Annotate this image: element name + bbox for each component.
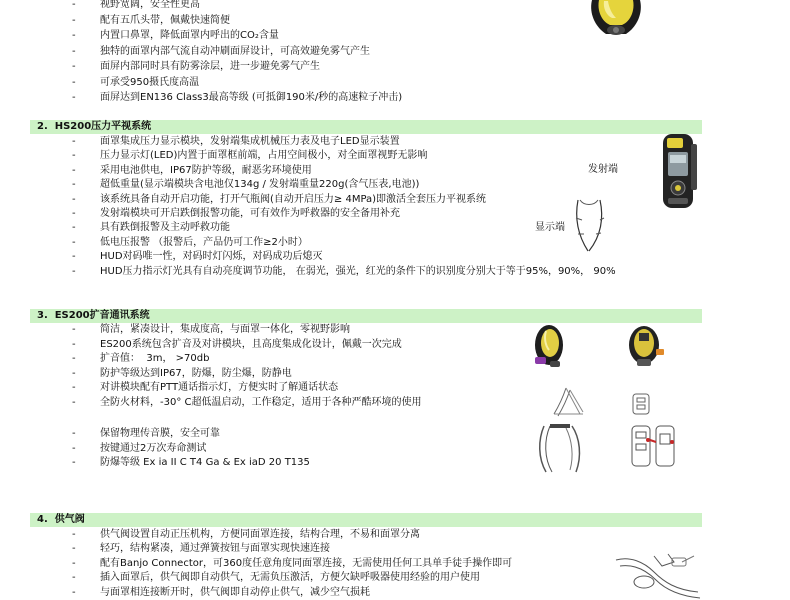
- section-header-hs200: [30, 120, 702, 134]
- hs200-feature-text: - 压力显示灯(LED)内置于面罩框前端，占用空间极小，对全面罩视野无影响: [100, 150, 428, 162]
- mask-feature-item: [72, 90, 712, 106]
- es200-feature-text: - 保留物理传音膜，安全可靠: [100, 428, 220, 439]
- es200-feature-item: [72, 427, 712, 442]
- es200-feature-text: - ES200系统包含扩音及对讲模块，且高度集成化设计，佩戴一次完成: [100, 338, 402, 350]
- es200-mask-image-right: [624, 323, 666, 369]
- es200-feature-item: [72, 367, 712, 382]
- hs200-feature-item: [72, 250, 712, 264]
- hs200-feature-item: [72, 265, 712, 279]
- hs200-feature-text: - 低电压报警 （报警后，产品仍可工作≥2小时）: [100, 236, 308, 248]
- es200-feature-text: - 全防火材料，-30° C超低温启动，工作稳定，适用于各种严酷环境的使用: [100, 396, 422, 408]
- hs200-feature-item: [72, 221, 712, 235]
- hs200-feature-text: - 面罩集成压力显示模块，发射端集成机械压力表及电子LED显示装置: [100, 136, 400, 147]
- es200-feature-text: - 简洁，紧凑设计，集成度高，与面罩一体化，零视野影响: [100, 324, 350, 335]
- es200-feature-text: - 对讲模块配有PTT通话指示灯，方便实时了解通话状态: [100, 382, 339, 394]
- valve-feature-item: [72, 528, 712, 542]
- mask-feature-text: - 面屏内部同时具有防雾涂层，进一步避免雾气产生: [100, 61, 320, 72]
- es200-feature-text: - 防爆等级 Ex ia II C T4 Ga & Ex iaD 20 T135: [100, 457, 310, 469]
- hs200-feature-item: [72, 193, 712, 207]
- hs200-feature-item: [72, 236, 712, 250]
- es200-feature-list-continued: [72, 427, 712, 471]
- hs200-feature-list: [72, 135, 712, 279]
- display-label: 显示端: [535, 222, 565, 233]
- mask-feature-text: - 内置口鼻罩，降低面罩内呼出的CO₂含量: [100, 30, 279, 41]
- mask-feature-text: - 独特的面罩内部气流自动冲刷面屏设计，可高效避免雾气产生: [100, 45, 370, 57]
- hs200-feature-text: - 发射端模块可开启跌倒报警功能，可有效作为呼救器的安全备用补充: [100, 207, 400, 219]
- es200-feature-text: - 扩音值： 3m， >70db: [100, 353, 210, 365]
- hs200-feature-text: - 超低重量(显示端模块含电池仅134g / 发射端重量220g(含气压表,电池)): [100, 179, 420, 191]
- hs200-feature-item: [72, 207, 712, 221]
- hs200-feature-item: [72, 178, 712, 192]
- es200-feature-item: [72, 352, 712, 367]
- hs200-feature-text: - HUD压力指示灯光具有自动亮度调节功能， 在弱光，强光，红光的条件下的识别度分别大于等于95%，90%， 90%: [100, 265, 616, 277]
- valve-feature-text: - 供气阀设置自动正压机构，方便同面罩连接，结构合理，不易和面罩分离: [100, 529, 420, 540]
- section-title: 2. HS200压力平视系统: [37, 121, 152, 132]
- section-title: 3. ES200扩音通讯系统: [37, 310, 150, 321]
- section-title: 4. 供气阀: [37, 514, 85, 525]
- mask-feature-text: - 视野宽阔，安全性更高: [100, 0, 200, 10]
- es200-feature-text: - 按键通过2万次寿命测试: [100, 442, 207, 454]
- es200-module-sketch-image: [630, 392, 654, 416]
- hs200-feature-item: [72, 135, 712, 149]
- display-unit-image: [570, 196, 608, 256]
- mask-feature-text: - 面屏达到EN136 Class3最高等级 (可抵御190米/秒的高速粒子冲击): [100, 92, 403, 103]
- section-header-es200: [30, 309, 702, 323]
- es200-side-sketch-image: [550, 386, 586, 418]
- mask-feature-item: [72, 44, 712, 60]
- es200-feature-item: [72, 381, 712, 396]
- es200-button-sketch-image: [626, 422, 680, 472]
- valve-feature-text: - 插入面罩后，供气阀即自动供气，无需负压激活，方便欠缺呼吸器使用经验的用户使用: [100, 572, 480, 584]
- hs200-feature-item: [72, 149, 712, 163]
- mask-feature-item: [72, 59, 712, 75]
- es200-feature-text: - 防护等级达到IP67，防爆，防尘爆，防静电: [100, 367, 292, 379]
- hs200-feature-text: - 该系统具备自动开启功能，打开气瓶阀(自动开启压力≥ 4MPa)即激活全套压力平视系统: [100, 193, 487, 205]
- transmitter-device-image: [654, 132, 704, 212]
- transmitter-label: 发射端: [588, 164, 618, 175]
- es200-mask-image-left: [532, 323, 566, 371]
- hs200-feature-text: - 采用电池供电，IP67防护等级，耐恶劣环境使用: [100, 164, 312, 176]
- mask-feature-item: [72, 75, 712, 91]
- valve-feature-text: - 轻巧，结构紧凑，通过弹簧按钮与面罩实现快速连接: [100, 543, 330, 555]
- hs200-feature-text: - 具有跌倒报警及主动呼救功能: [100, 222, 230, 234]
- mask-feature-text: - 可承受950摄氏度高温: [100, 76, 200, 88]
- hs200-feature-text: - HUD对码唯一性，对码时灯闪烁，对码成功后熄灭: [100, 251, 323, 263]
- demand-valve-sketch-image: [610, 552, 706, 600]
- es200-feature-item: [72, 338, 712, 353]
- valve-feature-text: - 配有Banjo Connector，可360度任意角度同面罩连接，无需使用任何工具单手徒手操作即可: [100, 557, 513, 569]
- valve-feature-text: - 与面罩相连接断开时，供气阀即自动停止供气，减少空气损耗: [100, 586, 370, 598]
- section-header-valve: [30, 513, 702, 527]
- es200-front-sketch-image: [536, 422, 586, 476]
- es200-feature-item: [72, 323, 712, 338]
- es200-feature-item: [72, 456, 712, 471]
- mask-feature-text: - 配有五爪头带，佩戴快速简便: [100, 14, 230, 26]
- es200-feature-item: [72, 442, 712, 457]
- es200-feature-item: [72, 396, 712, 411]
- full-face-mask-image: [586, 0, 646, 38]
- es200-feature-list: [72, 323, 712, 411]
